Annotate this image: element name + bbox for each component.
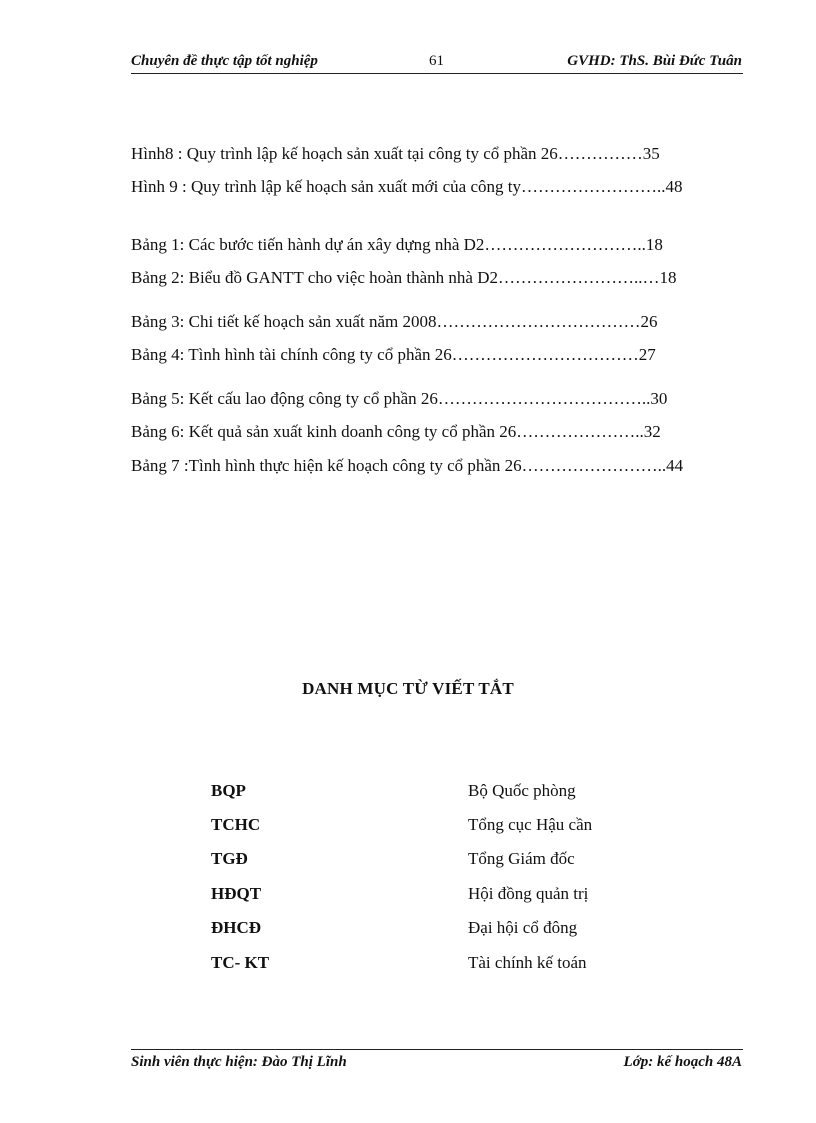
abbreviation-meaning: Tổng Giám đốc [468, 849, 575, 868]
abbreviation-row [0, 849, 816, 873]
abbreviation-row [0, 953, 816, 977]
header-document-title: Chuyên đề thực tập tốt nghiệp [131, 53, 318, 69]
page-header [131, 53, 742, 73]
abbreviation-row [0, 781, 816, 805]
abbreviation-row [0, 884, 816, 908]
abbreviation-row [0, 815, 816, 839]
abbreviation-meaning: Đại hội cổ đông [468, 918, 578, 937]
figure-entry: Hình8 : Quy trình lập kế hoạch sản xuất tại công ty cổ phần 26……………35 [131, 144, 660, 163]
abbreviation-meaning: Hội đồng quản trị [468, 884, 589, 903]
abbreviation-meaning: Bộ Quốc phòng [468, 781, 576, 800]
abbreviation-meaning: Tổng cục Hậu cần [468, 815, 593, 834]
footer-class: Lớp: kế hoạch 48A [623, 1054, 742, 1070]
header-page-number: 61 [429, 53, 444, 69]
abbreviation-meaning: Tài chính kế toán [468, 953, 587, 972]
figure-entry: Hình 9 : Quy trình lập kế hoạch sản xuất mới của công ty……………………..48 [131, 177, 683, 196]
table-entry: Bảng 2: Biểu đồ GANTT cho việc hoàn thành nhà D2……………………..…18 [131, 268, 677, 287]
header-supervisor: GVHD: ThS. Bùi Đức Tuân [567, 53, 742, 69]
abbreviation-code: ĐHCĐ [211, 918, 262, 937]
page-footer [131, 1054, 742, 1074]
abbreviation-row [0, 918, 816, 942]
table-entry: Bảng 7 :Tình hình thực hiện kế hoạch công ty cổ phần 26……………………..44 [131, 456, 684, 475]
table-entry: Bảng 1: Các bước tiến hành dự án xây dựng nhà D2………………………..18 [131, 235, 663, 254]
table-entry: Bảng 6: Kết quả sản xuất kinh doanh công ty cổ phần 26…………………..32 [131, 422, 661, 441]
table-entry: Bảng 5: Kết cấu lao động công ty cổ phần 26………………………………..30 [131, 389, 668, 408]
footer-rule [131, 1049, 743, 1050]
abbreviation-code: TC- KT [211, 953, 270, 972]
table-entry: Bảng 4: Tình hình tài chính công ty cổ phần 26……………………………27 [131, 345, 656, 364]
table-entry: Bảng 3: Chi tiết kế hoạch sản xuất năm 2008………………………………26 [131, 312, 658, 331]
footer-student: Sinh viên thực hiện: Đào Thị Lĩnh [131, 1054, 347, 1070]
abbreviation-code: TCHC [211, 815, 261, 834]
abbreviation-code: TGĐ [211, 849, 248, 868]
abbreviation-code: BQP [211, 781, 246, 800]
abbreviations-title: DANH MỤC TỪ VIẾT TẮT [302, 679, 514, 698]
header-rule [131, 73, 743, 74]
abbreviation-code: HĐQT [211, 884, 262, 903]
